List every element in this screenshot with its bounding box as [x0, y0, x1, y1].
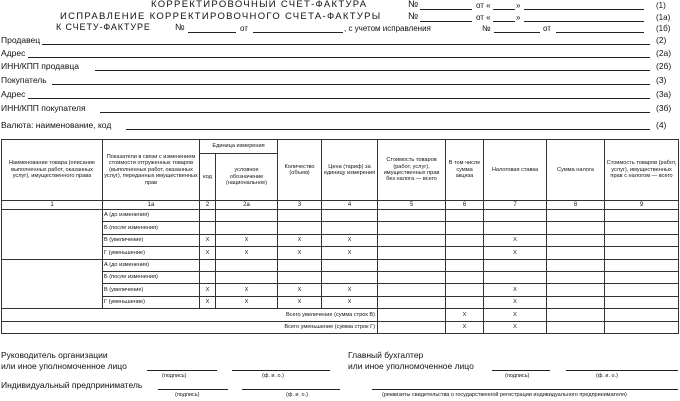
entrepreneur-signature-caption: (подпись): [175, 392, 200, 398]
x-mark: X: [278, 296, 322, 308]
col-header-tax-sum: Сумма налога: [547, 140, 605, 201]
entrepreneur-name-caption: (ф. и. о.): [286, 392, 308, 398]
total-increase-tax[interactable]: [547, 309, 605, 321]
entrepreneur-registration-caption: (реквизиты свидетельства о государственной регистрации индивидуального предпринимателя): [382, 392, 627, 398]
row-label-increase: В (увеличение): [103, 284, 200, 296]
row-label-before: А (до изменения): [103, 210, 200, 222]
col-number: 1а: [103, 201, 200, 210]
title3-with-fix: , с учетом исправления: [344, 24, 431, 33]
title1-day-line[interactable]: [493, 9, 515, 10]
table-row: [2, 247, 679, 259]
entrepreneur-registration-line[interactable]: [372, 389, 678, 390]
x-mark: X: [484, 296, 547, 308]
field-buyer-address-code: (3а): [656, 89, 672, 99]
x-mark: X: [278, 284, 322, 296]
row-label-increase: В (увеличение): [103, 234, 200, 246]
field-currency-label: Валюта: наименование, код: [1, 120, 112, 130]
title2-number-sign: №: [408, 11, 420, 22]
x-mark: X: [200, 247, 216, 259]
col-number: 2а: [216, 201, 278, 210]
field-buyer-inn-line[interactable]: [100, 112, 650, 113]
title2-day-line[interactable]: [493, 21, 515, 22]
x-mark: X: [322, 296, 378, 308]
x-mark: X: [322, 247, 378, 259]
head-label-line2: или иное уполномоченное лицо: [1, 361, 127, 371]
field-seller-inn-code: (2б): [656, 61, 672, 71]
x-mark: X: [446, 309, 484, 321]
total-decrease-row: [2, 321, 679, 333]
x-mark: X: [322, 284, 378, 296]
field-seller-inn-label: ИНН/КПП продавца: [1, 61, 79, 71]
table-row: [2, 259, 679, 271]
total-increase-cost-with-tax[interactable]: [605, 309, 679, 321]
title3-date-line[interactable]: [253, 32, 343, 33]
entrepreneur-name-line[interactable]: [242, 389, 340, 390]
col-number: 6: [446, 201, 484, 210]
field-seller-inn-line[interactable]: [95, 70, 650, 71]
title3-number-line[interactable]: [188, 32, 236, 33]
title3-fix-date-line[interactable]: [556, 32, 644, 33]
row-label-after: Б (после изменения): [103, 271, 200, 283]
head-signature-caption: (подпись): [162, 373, 187, 379]
field-buyer-inn-label: ИНН/КПП покупателя: [1, 103, 86, 113]
col-header-name: Наименование товара (описание выполненных работ, оказанных услуг), имущественного права: [2, 140, 103, 201]
title3-code: (1б): [656, 24, 671, 33]
total-increase-row: [2, 309, 679, 321]
row-label-decrease: Г (уменьшение): [103, 296, 200, 308]
field-buyer-label: Покупатель: [1, 75, 47, 85]
field-seller-address-code: (2а): [656, 48, 672, 58]
head-name-caption: (ф. и. о.): [262, 373, 284, 379]
field-seller-code: (2): [656, 35, 667, 45]
title3-date-label: от: [240, 24, 248, 33]
title3-fix-number-sign: №: [482, 24, 491, 33]
x-mark: X: [216, 284, 278, 296]
x-mark: X: [216, 234, 278, 246]
title-corrective-invoice: КОРРЕКТИРОВОЧНЫЙ СЧЕТ-ФАКТУРА: [151, 0, 368, 10]
total-decrease-label: Всего уменьшение (сумма строк Г): [2, 321, 378, 333]
x-mark: X: [200, 234, 216, 246]
col-header-unit-symbol: условное обозначение (национальное): [216, 154, 278, 201]
col-number: 8: [547, 201, 605, 210]
x-mark: X: [216, 247, 278, 259]
total-decrease-tax[interactable]: [547, 321, 605, 333]
table-row: [2, 296, 679, 308]
accountant-signature-line[interactable]: [492, 370, 550, 371]
col-header-indicators: Показатели в связи с изменением стоимости отгруженных товаров (выполненных работ, оказанных услуг), переданных имущественных прав: [103, 140, 200, 201]
title3-fix-date-label: от: [543, 24, 551, 33]
field-currency-code: (4): [656, 120, 667, 130]
field-currency-line[interactable]: [126, 129, 650, 130]
col-header-quantity: Количество (объем): [278, 140, 322, 201]
title1-date-line[interactable]: [524, 9, 644, 10]
title1-number-sign: №: [408, 0, 420, 10]
col-header-unit: Единица измерения: [200, 140, 278, 154]
product-name-cell[interactable]: [2, 259, 103, 309]
x-mark: X: [216, 296, 278, 308]
title1-code: (1): [656, 1, 666, 10]
accountant-name-caption: (ф. и. о.): [596, 373, 618, 379]
title2-number-line[interactable]: [420, 21, 472, 22]
head-name-line[interactable]: [232, 370, 330, 371]
field-buyer-inn-code: (3б): [656, 103, 672, 113]
col-number: 3: [278, 201, 322, 210]
table-header-row: [2, 140, 679, 154]
row-label-decrease: Г (уменьшение): [103, 247, 200, 259]
field-seller-line[interactable]: [42, 44, 650, 45]
field-buyer-line[interactable]: [52, 84, 650, 85]
field-buyer-address-label: Адрес: [1, 89, 26, 99]
accountant-signature-caption: (подпись): [505, 373, 530, 379]
x-mark: X: [484, 309, 547, 321]
col-header-tax-rate: Налоговая ставка: [484, 140, 547, 201]
title3-number-sign: №: [175, 22, 186, 32]
row-label-after: Б (после изменения): [103, 222, 200, 234]
accountant-label-line2: или иное уполномоченное лицо: [348, 361, 474, 371]
title2-code: (1а): [656, 13, 671, 22]
title2-date-line[interactable]: [524, 21, 644, 22]
col-header-price: Цена (тариф) за единицу измерения: [322, 140, 378, 201]
title1-date-close: »: [516, 1, 521, 10]
table-row: [2, 271, 679, 283]
title2-date-close: »: [516, 13, 521, 22]
field-seller-label: Продавец: [1, 35, 41, 45]
x-mark: X: [278, 234, 322, 246]
title1-date-open: от «: [476, 1, 491, 10]
total-decrease-cost-without-tax[interactable]: [378, 321, 446, 333]
table-row: [2, 284, 679, 296]
col-number: 7: [484, 201, 547, 210]
x-mark: X: [484, 284, 547, 296]
table-row: [2, 210, 679, 222]
entrepreneur-label: Индивидуальный предприниматель: [1, 380, 143, 390]
accountant-label-line1: Главный бухгалтер: [348, 350, 424, 360]
field-seller-address-line[interactable]: [28, 57, 650, 58]
field-buyer-address-line[interactable]: [28, 98, 650, 99]
x-mark: X: [278, 247, 322, 259]
table-row: [2, 222, 679, 234]
x-mark: X: [446, 321, 484, 333]
x-mark: X: [484, 247, 547, 259]
col-number: 5: [378, 201, 446, 210]
x-mark: X: [200, 296, 216, 308]
title-to-invoice: К СЧЕТУ-ФАКТУРЕ: [56, 22, 151, 32]
total-decrease-cost-with-tax[interactable]: [605, 321, 679, 333]
row-label-before: А (до изменения): [103, 259, 200, 271]
total-increase-cost-without-tax[interactable]: [378, 309, 446, 321]
title-correction: ИСПРАВЛЕНИЕ КОРРЕКТИРОВОЧНОГО СЧЕТА-ФАКТУРЫ: [60, 11, 382, 22]
col-number: 4: [322, 201, 378, 210]
col-header-cost-with-tax: Стоимость товаров (работ, услуг), имущественных прав с налогом — всего: [605, 140, 679, 201]
field-seller-address-label: Адрес: [1, 48, 26, 58]
title1-number-line[interactable]: [420, 9, 472, 10]
head-label-line1: Руководитель организации: [1, 350, 108, 360]
accountant-name-line[interactable]: [566, 370, 678, 371]
column-numbers-row: [2, 201, 679, 210]
x-mark: X: [322, 234, 378, 246]
title2-date-open: от «: [476, 13, 491, 22]
invoice-table: [1, 139, 679, 334]
product-name-cell[interactable]: [2, 210, 103, 260]
col-header-unit-code: код: [200, 154, 216, 201]
title3-fix-number-line[interactable]: [494, 32, 540, 33]
total-increase-label: Всего увеличение (сумма строк В): [2, 309, 378, 321]
col-number: 2: [200, 201, 216, 210]
x-mark: X: [484, 234, 547, 246]
col-number: 1: [2, 201, 103, 210]
head-signature-line[interactable]: [147, 370, 217, 371]
col-header-cost-without-tax: Стоимость товаров (работ, услуг), имущественных прав без налога — всего: [378, 140, 446, 201]
col-header-excise: В том числе сумма акциза: [446, 140, 484, 201]
table-row: [2, 234, 679, 246]
x-mark: X: [484, 321, 547, 333]
field-buyer-code: (3): [656, 75, 667, 85]
x-mark: X: [200, 284, 216, 296]
col-number: 9: [605, 201, 679, 210]
entrepreneur-signature-line[interactable]: [158, 389, 228, 390]
